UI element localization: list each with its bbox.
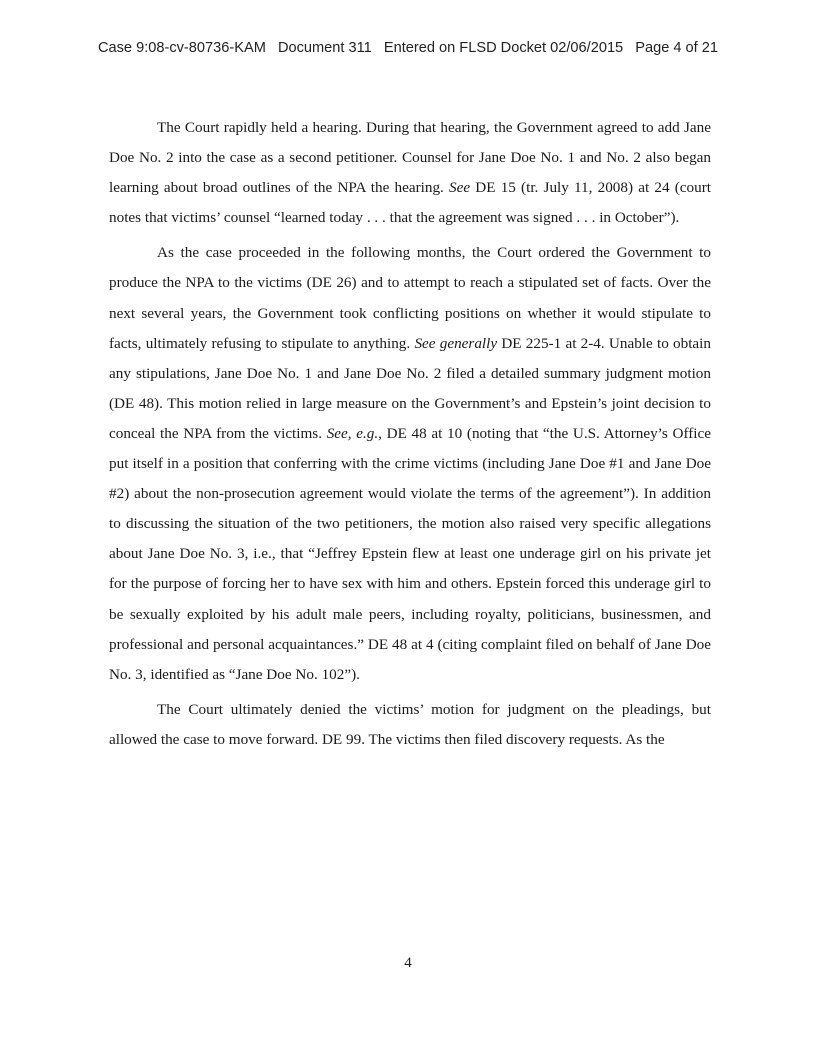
- paragraph: [109, 695, 711, 755]
- document-body: [109, 113, 711, 760]
- citation-signal: See: [449, 179, 471, 197]
- paragraph-text: DE 225-1 at 2-4. Unable to obtain any stipulations, Jane Doe No. 1 and Jane Doe No. 2 filed a detailed summary judgment motion (DE 48). This motion relied in large measure on the Government’s and Epstein’s joint decision to conceal the NPA from the victims.: [109, 334, 711, 442]
- paragraph-text: DE 15 (tr. July 11, 2008) at 24 (court notes that victims’ counsel “learned today . . . that the agreement was signed . . . in October”).: [109, 179, 711, 227]
- paragraph-text: DE 48 at 10 (noting that “the U.S. Attorney’s Office put itself in a position that conferring with the crime victims (including Jane Doe #1 and Jane Doe #2) about the non-prosecution agreement would violate the terms of the agreement”). In addition to discussing the situation of the two petitioners, the motion also raised very specific allegations about Jane Doe No. 3, i.e., that “Jeffrey Epstein flew at least one underage girl on his private jet for the purpose of forcing her to have sex with him and others. Epstein forced this underage girl to be sexually exploited by his adult male peers, including royalty, politicians, businessmen, and professional and personal acquaintances.” DE 48 at 4 (citing complaint filed on behalf of Jane Doe No. 3, identified as “Jane Doe No. 102”).: [109, 424, 711, 683]
- docket-header: [0, 40, 816, 56]
- paragraph: [109, 113, 711, 233]
- paragraph-text: As the case proceeded in the following months, the Court ordered the Government to produce the NPA to the victims (DE 26) and to attempt to reach a stipulated set of facts. Over the next several years, the Government took conflicting positions on whether it would stipulate to facts, ultimately refusing to stipulate to anything.: [109, 244, 711, 352]
- page-of: Page 4 of 21: [635, 40, 719, 56]
- paragraph-text: The Court rapidly held a hearing. During that hearing, the Government agreed to add Jane Doe No. 2 into the case as a second petitioner. Counsel for Jane Doe No. 1 and No. 2 also began learning about broad outlines of the NPA the hearing.: [109, 119, 711, 197]
- citation-signal: See generally: [414, 334, 498, 352]
- page-number: 4: [404, 955, 412, 971]
- paragraph-text: The Court ultimately denied the victims’ motion for judgment on the pleadings, but allowed the case to move forward. DE 99. The victims then filed discovery requests. As the: [109, 700, 711, 748]
- document-number: Document 311: [277, 40, 372, 56]
- entered-on: Entered on FLSD Docket 02/06/2015: [383, 40, 624, 56]
- case-number: Case 9:08-cv-80736-KAM: [97, 40, 266, 56]
- citation-signal: See, e.g.,: [326, 424, 382, 442]
- paragraph: [109, 238, 711, 689]
